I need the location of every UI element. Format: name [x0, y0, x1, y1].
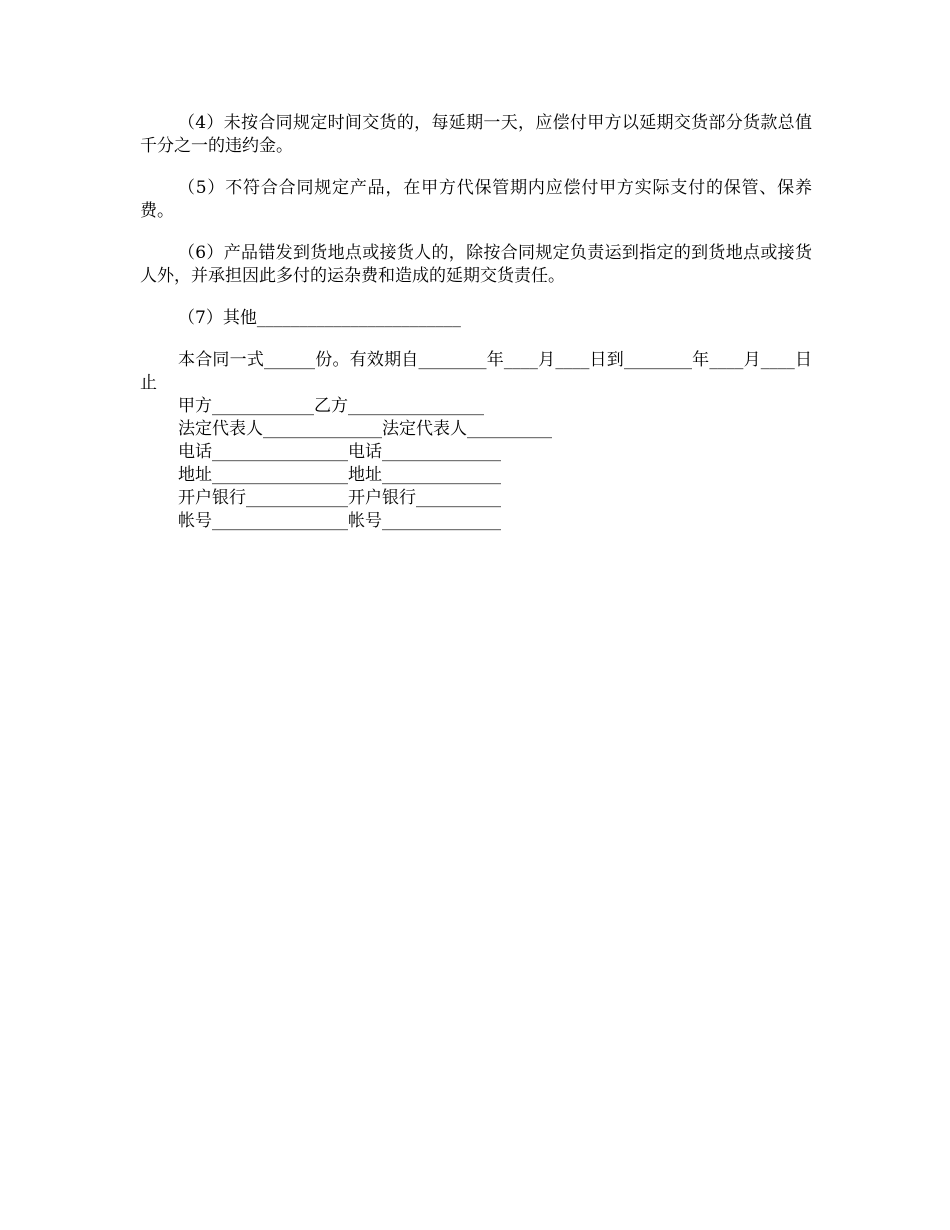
- address-line: 地址________________地址______________: [178, 465, 501, 485]
- clause-4: （4）未按合同规定时间交货的，每延期一天，应偿付甲方以延期交货部分货款总值千分之一的违约金。: [140, 113, 812, 156]
- parties-line: 甲方____________乙方________________: [178, 396, 484, 416]
- clause-5: （5）不符合合同规定产品，在甲方代保管期内应偿付甲方实际支付的保管、保养费。: [140, 178, 812, 221]
- contract-page: [140, 112, 812, 533]
- clause-7: （7）其他________________________: [178, 308, 461, 328]
- phone-line: 电话________________电话______________: [178, 442, 501, 462]
- validity-clause: 本合同一式______份。有效期自________年____月____日到________年____月____日止: [140, 350, 812, 393]
- clause-6: （6）产品错发到货地点或接货人的，除按合同规定负责运到指定的到货地点或接货人外，并承担因此多付的运杂费和造成的延期交货责任。: [140, 243, 812, 286]
- bank-line: 开户银行____________开户银行__________: [178, 488, 501, 508]
- legal-rep-line: 法定代表人______________法定代表人__________: [178, 419, 552, 439]
- account-line: 帐号________________帐号______________: [178, 511, 501, 531]
